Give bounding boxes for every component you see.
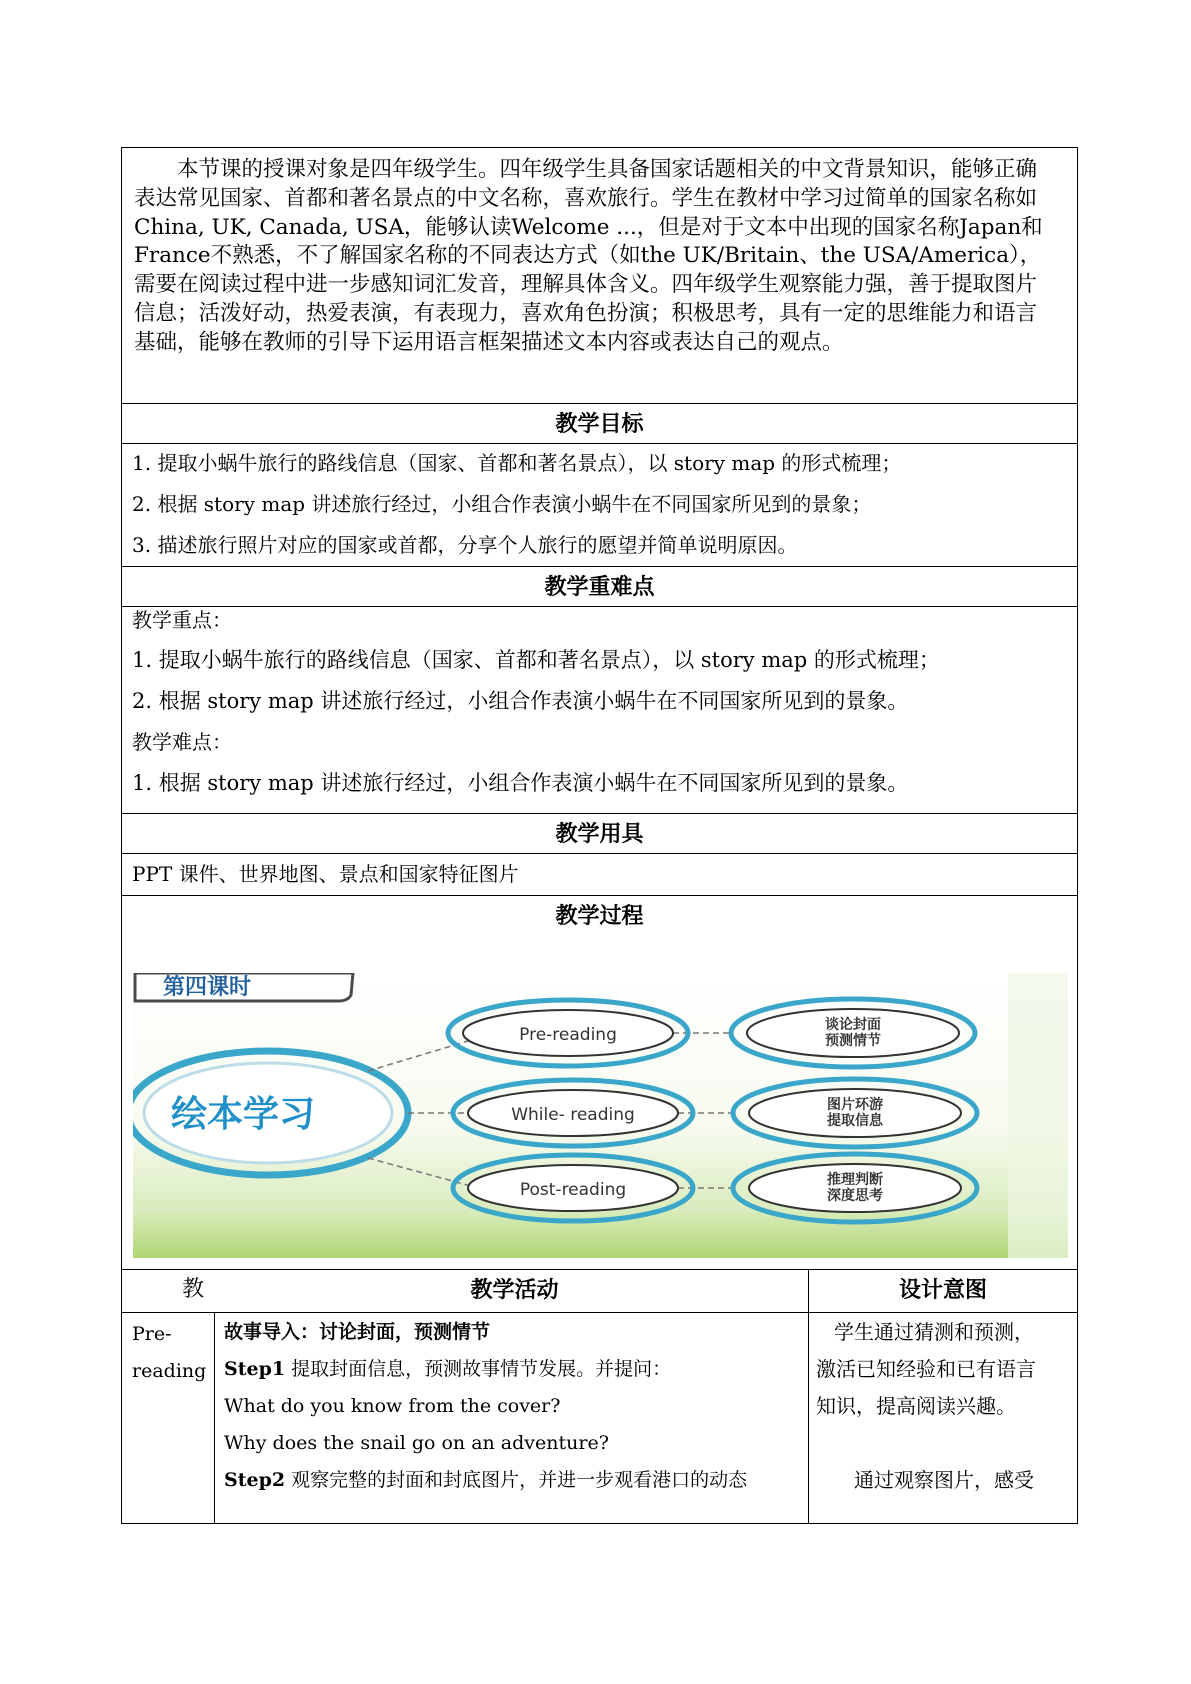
stage-label: Post-reading bbox=[519, 1180, 627, 1200]
objective-item: 1. 提取小蜗牛旅行的路线信息（国家、首都和著名景点），以 story map 的形式梳理； bbox=[132, 451, 902, 475]
intent-line: 学生通过猜测和预测， bbox=[834, 1320, 1034, 1344]
objectives-row bbox=[122, 444, 1077, 567]
column-divider bbox=[808, 1270, 809, 1524]
step2-line bbox=[224, 1462, 747, 1499]
stage-label: While- reading bbox=[511, 1105, 635, 1125]
key-label: 教学重点： bbox=[132, 608, 232, 632]
goal-label: 图片环游 bbox=[827, 1097, 883, 1113]
key-item: 2. 根据 story map 讲述旅行经过，小组合作表演小蜗牛在不同国家所见到的景象。 bbox=[132, 689, 909, 713]
column-divider bbox=[214, 1313, 215, 1524]
stage-cell: Pre- reading bbox=[132, 1323, 207, 1382]
activity-title: 故事导入：讨论封面，预测情节 bbox=[224, 1321, 491, 1343]
activity-table-header bbox=[122, 1270, 1077, 1313]
column-header-stage: 教 bbox=[182, 1277, 205, 1302]
goal-label: 预测情节 bbox=[825, 1033, 881, 1049]
lesson-tag: 第四课时 bbox=[163, 975, 252, 1000]
goal-label: 推理判断 bbox=[827, 1172, 883, 1188]
goal-label: 深度思考 bbox=[827, 1188, 883, 1204]
intent-line: 激活已知经验和已有语言 bbox=[816, 1357, 1036, 1381]
intent-line: 通过观察图片，感受 bbox=[854, 1468, 1034, 1492]
process-heading: 教学过程 bbox=[555, 903, 644, 929]
difficulty-label: 教学难点： bbox=[132, 730, 232, 754]
objective-item: 3. 描述旅行照片对应的国家或首都，分享个人旅行的愿望并简单说明原因。 bbox=[132, 533, 798, 557]
goal-label: 提取信息 bbox=[827, 1113, 883, 1129]
tools-row bbox=[122, 854, 1077, 896]
keypoints-row bbox=[122, 607, 1077, 814]
step1-label: Step1 bbox=[224, 1358, 286, 1380]
step1-line bbox=[224, 1351, 671, 1388]
question-2: Why does the snail go on an adventure? bbox=[224, 1432, 609, 1454]
question-1: What do you know from the cover? bbox=[224, 1395, 561, 1417]
tools-heading: 教学用具 bbox=[122, 814, 1077, 854]
lesson-plan-table bbox=[121, 147, 1078, 1524]
column-header-activity: 教学活动 bbox=[470, 1277, 559, 1303]
intent-line: 知识，提高阅读兴趣。 bbox=[816, 1394, 1016, 1418]
lesson-flow-diagram bbox=[133, 973, 1068, 1258]
keypoints-heading: 教学重难点 bbox=[122, 567, 1077, 607]
key-item: 1. 提取小蜗牛旅行的路线信息（国家、首都和著名景点），以 story map 的形式梳理； bbox=[132, 648, 940, 672]
step2-label: Step2 bbox=[224, 1469, 286, 1491]
objectives-heading: 教学目标 bbox=[122, 404, 1077, 444]
step1-text: 提取封面信息，预测故事情节发展。并提问： bbox=[285, 1358, 672, 1380]
column-header-intent: 设计意图 bbox=[898, 1277, 987, 1303]
student-analysis-row bbox=[122, 148, 1077, 404]
step2-text: 观察完整的封面和封底图片，并进一步观看港口的动态 bbox=[285, 1469, 748, 1491]
tools-text: PPT 课件、世界地图、景点和国家特征图片 bbox=[132, 862, 519, 886]
student-analysis-text: 本节课的授课对象是四年级学生。四年级学生具备国家话题相关的中文背景知识，能够正确表达常见国家、首都和著名景点的中文名称，喜欢旅行。学生在教材中学习过简单的国家名称如China, UK, Canada, USA，能够认读Welcome ...，但是对于文本中出现的国家名称Japan和France不熟悉，不了解国家名称的不同表达方式（如the UK/Britain、the USA/America），需要在阅读过程中进一步感知词汇发音，理解具体含义。四年级学生观察能力强，善于提取图片信息；活泼好动，热爱表演，有表现力，喜欢角色扮演；积极思考，具有一定的思维能力和语言基础，能够在教师的引导下运用语言框架描述文本内容或表达自己的观点。 bbox=[134, 157, 1043, 355]
center-label: 绘本学习 bbox=[171, 1094, 316, 1135]
difficulty-item: 1. 根据 story map 讲述旅行经过，小组合作表演小蜗牛在不同国家所见到的景象。 bbox=[132, 771, 909, 795]
objective-item: 2. 根据 story map 讲述旅行经过，小组合作表演小蜗牛在不同国家所见到的景象； bbox=[132, 492, 872, 516]
stage-label: Pre-reading bbox=[519, 1025, 617, 1045]
goal-label: 谈论封面 bbox=[825, 1017, 881, 1033]
